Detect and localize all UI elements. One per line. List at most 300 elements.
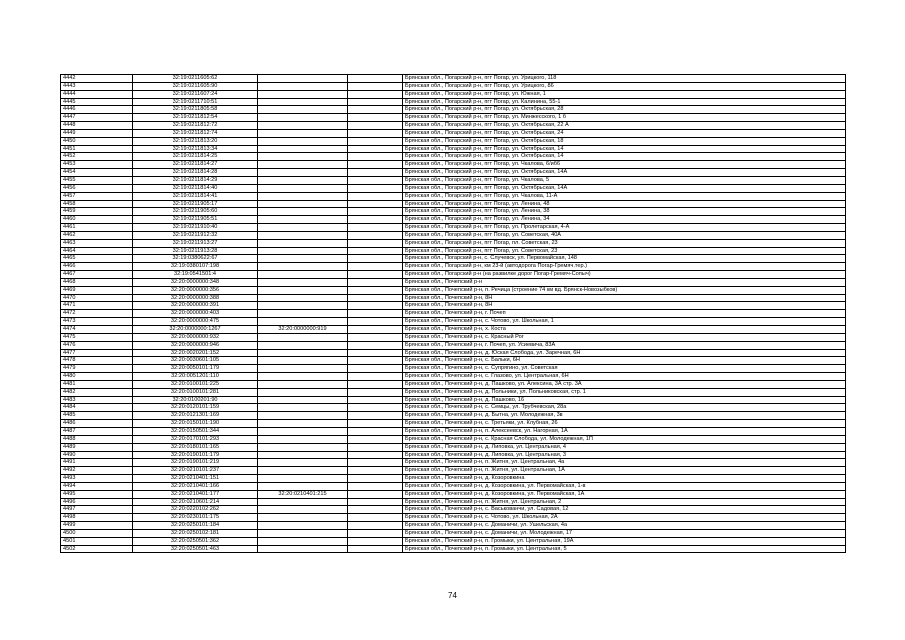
empty-cell: [348, 255, 403, 263]
cadastral-number-cell: 32:19:0211812:72: [133, 122, 258, 130]
linked-cadastral-number-cell: [258, 114, 348, 122]
linked-cadastral-number-cell: [258, 420, 348, 428]
table-row: [61, 545, 846, 553]
empty-cell: [348, 137, 403, 145]
row-number-cell: 4484: [61, 404, 133, 412]
row-number-cell: 4487: [61, 427, 133, 435]
empty-cell: [348, 420, 403, 428]
row-number-cell: 4459: [61, 208, 133, 216]
cadastral-number-cell: 32:19:0211814:28: [133, 169, 258, 177]
empty-cell: [348, 184, 403, 192]
linked-cadastral-number-cell: [258, 443, 348, 451]
row-number-cell: 4475: [61, 333, 133, 341]
empty-cell: [348, 396, 403, 404]
table-row: [61, 529, 846, 537]
linked-cadastral-number-cell: [258, 294, 348, 302]
cadastral-number-cell: 32:20:0220102:262: [133, 506, 258, 514]
empty-cell: [348, 467, 403, 475]
empty-cell: [348, 278, 403, 286]
address-cell: Брянская обл., Погарский р-н, км 23-й (автодорога Погар-Гремяч.тер.): [403, 263, 846, 271]
address-cell: Брянская обл., Почепский р-н, п. Громыки, ул. Центральная, 5: [403, 545, 846, 553]
table-row: [61, 404, 846, 412]
linked-cadastral-number-cell: [258, 129, 348, 137]
address-cell: Брянская обл., Почепский р-н, с. Доманичи, ул. Молодежная, 17: [403, 529, 846, 537]
row-number-cell: 4452: [61, 153, 133, 161]
table-row: [61, 239, 846, 247]
cadastral-number-cell: 32:20:0230101:175: [133, 514, 258, 522]
cadastral-number-cell: 32:19:0211814:25: [133, 153, 258, 161]
address-cell: Брянская обл., Почепский р-н, д. Бытна, ул. Молодежная, 3в: [403, 412, 846, 420]
linked-cadastral-number-cell: [258, 137, 348, 145]
cadastral-number-cell: 32:20:0120101:159: [133, 404, 258, 412]
empty-cell: [348, 271, 403, 279]
cadastral-number-cell: 32:19:0211814:29: [133, 176, 258, 184]
row-number-cell: 4466: [61, 263, 133, 271]
address-cell: Брянская обл., Погарский р-н (на развилке дорог Погар-Гремяч-Сопыч): [403, 271, 846, 279]
cadastral-number-cell: 32:20:0100101:281: [133, 388, 258, 396]
linked-cadastral-number-cell: [258, 514, 348, 522]
empty-cell: [348, 161, 403, 169]
linked-cadastral-number-cell: [258, 224, 348, 232]
register-table: [60, 74, 846, 553]
row-number-cell: 4458: [61, 200, 133, 208]
row-number-cell: 4502: [61, 545, 133, 553]
empty-cell: [348, 506, 403, 514]
address-cell: Брянская обл., Погарский р-н, пгт Погар, ул. Пролетарская, 4-А: [403, 224, 846, 232]
cadastral-number-cell: 32:20:0000000:348: [133, 278, 258, 286]
address-cell: Брянская обл., Почепский р-н, д. Козоровкина, ул. Первомайская, 1-в: [403, 482, 846, 490]
address-cell: Брянская обл., Погарский р-н, пгт Погар, ул. Октябрьская, 24: [403, 129, 846, 137]
empty-cell: [348, 145, 403, 153]
linked-cadastral-number-cell: [258, 388, 348, 396]
linked-cadastral-number-cell: [258, 208, 348, 216]
table-row: [61, 122, 846, 130]
cadastral-number-cell: 32:19:0211910:40: [133, 224, 258, 232]
row-number-cell: 4470: [61, 294, 133, 302]
empty-cell: [348, 318, 403, 326]
address-cell: Брянская обл., Погарский р-н, пгт Погар, ул. Южная, 1: [403, 90, 846, 98]
table-row: [61, 451, 846, 459]
cadastral-number-cell: 32:20:0170101:293: [133, 435, 258, 443]
linked-cadastral-number-cell: [258, 302, 348, 310]
empty-cell: [348, 200, 403, 208]
linked-cadastral-number-cell: 32:20:0000000:919: [258, 326, 348, 334]
address-cell: Брянская обл., Почепский р-н, с. Красная Слобода, ул. Молодежная, 1П: [403, 435, 846, 443]
linked-cadastral-number-cell: [258, 75, 348, 83]
cadastral-number-cell: 32:19:0211605:62: [133, 75, 258, 83]
linked-cadastral-number-cell: [258, 286, 348, 294]
empty-cell: [348, 380, 403, 388]
linked-cadastral-number-cell: [258, 216, 348, 224]
cadastral-number-cell: 32:20:0020201:152: [133, 349, 258, 357]
table-row: [61, 318, 846, 326]
address-cell: Брянская обл., Почепский р-н, п. Житня, ул. Центральная, 1А: [403, 467, 846, 475]
table-row: [61, 294, 846, 302]
empty-cell: [348, 114, 403, 122]
linked-cadastral-number-cell: [258, 357, 348, 365]
empty-cell: [348, 537, 403, 545]
page-number: 74: [448, 591, 457, 600]
table-row: [61, 310, 846, 318]
address-cell: Брянская обл., Погарский р-н, пгт Погар, ул. Октябрьская, 14А: [403, 169, 846, 177]
row-number-cell: 4451: [61, 145, 133, 153]
row-number-cell: 4448: [61, 122, 133, 130]
table-row: [61, 90, 846, 98]
row-number-cell: 4472: [61, 310, 133, 318]
linked-cadastral-number-cell: [258, 90, 348, 98]
address-cell: Брянская обл., Почепский р-н, г. Почеп: [403, 310, 846, 318]
empty-cell: [348, 498, 403, 506]
cadastral-number-cell: 32:20:0210401:151: [133, 475, 258, 483]
empty-cell: [348, 490, 403, 498]
address-cell: Брянская обл., Погарский р-н, пгт Погар, ул. Ленина, 48: [403, 200, 846, 208]
row-number-cell: 4465: [61, 255, 133, 263]
row-number-cell: 4446: [61, 106, 133, 114]
address-cell: Брянская обл., Погарский р-н, пгт Погар, ул. Минжесского, 1 б: [403, 114, 846, 122]
empty-cell: [348, 333, 403, 341]
empty-cell: [348, 294, 403, 302]
row-number-cell: 4492: [61, 467, 133, 475]
table-row: [61, 373, 846, 381]
cadastral-number-cell: 32:20:0250101:184: [133, 522, 258, 530]
row-number-cell: 4489: [61, 443, 133, 451]
row-number-cell: 4482: [61, 388, 133, 396]
address-cell: Брянская обл., Погарский р-н, с. Случевск, ул. Первомайская, 148: [403, 255, 846, 263]
empty-cell: [348, 404, 403, 412]
row-number-cell: 4491: [61, 459, 133, 467]
table-row: [61, 271, 846, 279]
row-number-cell: 4457: [61, 192, 133, 200]
address-cell: Брянская обл., Почепский р-н, д. Пашково, 16: [403, 396, 846, 404]
row-number-cell: 4493: [61, 475, 133, 483]
row-number-cell: 4460: [61, 216, 133, 224]
table-row: [61, 490, 846, 498]
row-number-cell: 4444: [61, 90, 133, 98]
address-cell: Брянская обл., Погарский р-н, пгт Погар, ул. Чкалова, 6/иб6: [403, 161, 846, 169]
row-number-cell: 4486: [61, 420, 133, 428]
address-cell: Брянская обл., Погарский р-н, пгт Погар, ул. Ленина, 34: [403, 216, 846, 224]
linked-cadastral-number-cell: [258, 239, 348, 247]
row-number-cell: 4461: [61, 224, 133, 232]
linked-cadastral-number-cell: [258, 427, 348, 435]
cadastral-number-cell: 32:20:0250501:362: [133, 537, 258, 545]
table-row: [61, 263, 846, 271]
address-cell: Брянская обл., Почепский р-н, с. Васькованчи, ул. Садовая, 12: [403, 506, 846, 514]
cadastral-number-cell: 32:19:0211605:90: [133, 82, 258, 90]
empty-cell: [348, 247, 403, 255]
empty-cell: [348, 239, 403, 247]
linked-cadastral-number-cell: [258, 333, 348, 341]
linked-cadastral-number-cell: [258, 192, 348, 200]
row-number-cell: 4454: [61, 169, 133, 177]
table-row: [61, 286, 846, 294]
linked-cadastral-number-cell: [258, 380, 348, 388]
cadastral-number-cell: 32:19:0211812:54: [133, 114, 258, 122]
row-number-cell: 4450: [61, 137, 133, 145]
linked-cadastral-number-cell: [258, 404, 348, 412]
linked-cadastral-number-cell: 32:20:0210401:215: [258, 490, 348, 498]
empty-cell: [348, 412, 403, 420]
empty-cell: [348, 106, 403, 114]
linked-cadastral-number-cell: [258, 169, 348, 177]
table-row: [61, 333, 846, 341]
linked-cadastral-number-cell: [258, 467, 348, 475]
cadastral-number-cell: 32:20:0150101:190: [133, 420, 258, 428]
address-cell: Брянская обл., Погарский р-н, пгт Погар, ул. Октябрьская, 22 А: [403, 122, 846, 130]
linked-cadastral-number-cell: [258, 310, 348, 318]
linked-cadastral-number-cell: [258, 122, 348, 130]
address-cell: Брянская обл., Почепский р-н, с. Семцы, ул. Трубчевская, 28а: [403, 404, 846, 412]
empty-cell: [348, 326, 403, 334]
cadastral-number-cell: 32:20:0100201:90: [133, 396, 258, 404]
linked-cadastral-number-cell: [258, 247, 348, 255]
row-number-cell: 4464: [61, 247, 133, 255]
address-cell: Брянская обл., Погарский р-н, пгт Погар, ул. Октябрьская, 28: [403, 106, 846, 114]
table-row: [61, 224, 846, 232]
row-number-cell: 4499: [61, 522, 133, 530]
cadastral-number-cell: 32:20:0000000:388: [133, 294, 258, 302]
row-number-cell: 4467: [61, 271, 133, 279]
table-row: [61, 129, 846, 137]
address-cell: Брянская обл., Почепский р-н, д. Польники, ул. Польниковская, стр. 1: [403, 388, 846, 396]
cadastral-number-cell: 32:20:0000000:391: [133, 302, 258, 310]
linked-cadastral-number-cell: [258, 349, 348, 357]
table-row: [61, 427, 846, 435]
empty-cell: [348, 82, 403, 90]
cadastral-number-cell: 32:19:0211905:60: [133, 208, 258, 216]
empty-cell: [348, 224, 403, 232]
cadastral-number-cell: 32:19:0211814:40: [133, 184, 258, 192]
table-row: [61, 75, 846, 83]
address-cell: Брянская обл., Погарский р-н, пгт Погар, ул. Советская, 23: [403, 247, 846, 255]
table-row: [61, 396, 846, 404]
linked-cadastral-number-cell: [258, 106, 348, 114]
cadastral-number-cell: 32:19:0211710:51: [133, 98, 258, 106]
cadastral-number-cell: 32:19:0211912:32: [133, 231, 258, 239]
row-number-cell: 4468: [61, 278, 133, 286]
table-row: [61, 412, 846, 420]
table-row: [61, 231, 846, 239]
row-number-cell: 4469: [61, 286, 133, 294]
table-row: [61, 200, 846, 208]
address-cell: Брянская обл., Почепский р-н: [403, 278, 846, 286]
cadastral-number-cell: 32:19:0211814:41: [133, 192, 258, 200]
table-row: [61, 467, 846, 475]
empty-cell: [348, 302, 403, 310]
address-cell: Брянская обл., Погарский р-н, пгт Погар, ул. Октябрьская, 18: [403, 137, 846, 145]
row-number-cell: 4443: [61, 82, 133, 90]
empty-cell: [348, 522, 403, 530]
linked-cadastral-number-cell: [258, 365, 348, 373]
row-number-cell: 4497: [61, 506, 133, 514]
register-table-body: [61, 75, 846, 553]
row-number-cell: 4456: [61, 184, 133, 192]
linked-cadastral-number-cell: [258, 271, 348, 279]
table-row: [61, 443, 846, 451]
address-cell: Брянская обл., Погарский р-н, пгт Погар, ул. Урицкого, 118: [403, 75, 846, 83]
address-cell: Брянская обл., Почепский р-н, д. Липовка, ул. Центральная, 4: [403, 443, 846, 451]
empty-cell: [348, 443, 403, 451]
cadastral-number-cell: 32:20:0000000:946: [133, 341, 258, 349]
cadastral-number-cell: 32:19:0380622:67: [133, 255, 258, 263]
cadastral-number-cell: 32:20:0210101:237: [133, 467, 258, 475]
cadastral-number-cell: 32:20:0000000:475: [133, 318, 258, 326]
linked-cadastral-number-cell: [258, 278, 348, 286]
empty-cell: [348, 475, 403, 483]
linked-cadastral-number-cell: [258, 545, 348, 553]
address-cell: Брянская обл., Почепский р-н, с. Глазово, ул. Центральная, 6Н: [403, 373, 846, 381]
address-cell: Брянская обл., Почепский р-н, д. Липовка, ул. Центральная, 3: [403, 451, 846, 459]
row-number-cell: 4463: [61, 239, 133, 247]
cadastral-number-cell: 32:19:0541501:4: [133, 271, 258, 279]
linked-cadastral-number-cell: [258, 176, 348, 184]
table-row: [61, 161, 846, 169]
row-number-cell: 4494: [61, 482, 133, 490]
linked-cadastral-number-cell: [258, 482, 348, 490]
row-number-cell: 4498: [61, 514, 133, 522]
table-row: [61, 380, 846, 388]
row-number-cell: 4447: [61, 114, 133, 122]
empty-cell: [348, 459, 403, 467]
empty-cell: [348, 482, 403, 490]
table-row: [61, 365, 846, 373]
empty-cell: [348, 176, 403, 184]
empty-cell: [348, 263, 403, 271]
address-cell: Брянская обл., Почепский р-н, п. Речица (строение 74 км вд. Брянск-Новозыбков): [403, 286, 846, 294]
row-number-cell: 4462: [61, 231, 133, 239]
row-number-cell: 4449: [61, 129, 133, 137]
empty-cell: [348, 435, 403, 443]
table-row: [61, 475, 846, 483]
address-cell: Брянская обл., Почепский р-н, с. Красный Рог: [403, 333, 846, 341]
cadastral-number-cell: 32:19:0211913:27: [133, 239, 258, 247]
table-row: [61, 349, 846, 357]
empty-cell: [348, 286, 403, 294]
address-cell: Брянская обл., Почепский р-н, х. Коста: [403, 326, 846, 334]
row-number-cell: 4496: [61, 498, 133, 506]
empty-cell: [348, 75, 403, 83]
address-cell: Брянская обл., Почепский р-н, д. Козоровкина: [403, 475, 846, 483]
table-row: [61, 459, 846, 467]
cadastral-number-cell: 32:20:0250501:463: [133, 545, 258, 553]
row-number-cell: 4483: [61, 396, 133, 404]
empty-cell: [348, 216, 403, 224]
linked-cadastral-number-cell: [258, 435, 348, 443]
linked-cadastral-number-cell: [258, 537, 348, 545]
row-number-cell: 4485: [61, 412, 133, 420]
table-row: [61, 247, 846, 255]
linked-cadastral-number-cell: [258, 184, 348, 192]
linked-cadastral-number-cell: [258, 341, 348, 349]
empty-cell: [348, 365, 403, 373]
table-row: [61, 176, 846, 184]
empty-cell: [348, 153, 403, 161]
address-cell: Брянская обл., Почепский р-н, с. Доманичи, ул. Ушельская, 4а: [403, 522, 846, 530]
linked-cadastral-number-cell: [258, 153, 348, 161]
row-number-cell: 4479: [61, 365, 133, 373]
table-row: [61, 388, 846, 396]
empty-cell: [348, 192, 403, 200]
linked-cadastral-number-cell: [258, 145, 348, 153]
address-cell: Брянская обл., Почепский р-н, 8Н: [403, 302, 846, 310]
cadastral-number-cell: 32:20:0000000:403: [133, 310, 258, 318]
row-number-cell: 4477: [61, 349, 133, 357]
cadastral-number-cell: 32:20:0210601:214: [133, 498, 258, 506]
empty-cell: [348, 357, 403, 365]
cadastral-number-cell: 32:20:0000000:932: [133, 333, 258, 341]
address-cell: Брянская обл., Почепский р-н, п. Громыки, ул. Центральная, 19А: [403, 537, 846, 545]
table-row: [61, 498, 846, 506]
empty-cell: [348, 427, 403, 435]
row-number-cell: 4488: [61, 435, 133, 443]
row-number-cell: 4471: [61, 302, 133, 310]
address-cell: Брянская обл., Почепский р-н, с. Третьяки, ул. Клубная, 26: [403, 420, 846, 428]
cadastral-number-cell: 32:19:0211905:17: [133, 200, 258, 208]
linked-cadastral-number-cell: [258, 200, 348, 208]
cadastral-number-cell: 32:19:0211905:51: [133, 216, 258, 224]
row-number-cell: 4473: [61, 318, 133, 326]
cadastral-number-cell: 32:20:0030601:105: [133, 357, 258, 365]
table-row: [61, 514, 846, 522]
linked-cadastral-number-cell: [258, 498, 348, 506]
row-number-cell: 4495: [61, 490, 133, 498]
empty-cell: [348, 349, 403, 357]
linked-cadastral-number-cell: [258, 506, 348, 514]
table-row: [61, 106, 846, 114]
row-number-cell: 4478: [61, 357, 133, 365]
address-cell: Брянская обл., Погарский р-н, пгт Погар, ул. Чкалова, 11-А: [403, 192, 846, 200]
empty-cell: [348, 529, 403, 537]
table-row: [61, 522, 846, 530]
address-cell: Брянская обл., Погарский р-н, пгт Погар, ул. Калинина, 55-1: [403, 98, 846, 106]
address-cell: Брянская обл., Почепский р-н, д. Пашково, ул. Алексина, 3А стр. 3А: [403, 380, 846, 388]
address-cell: Брянская обл., Почепский р-н, п. Житня, ул. Центральная, 2: [403, 498, 846, 506]
table-row: [61, 326, 846, 334]
address-cell: Брянская обл., Почепский р-н, д. Юская Слобода, ул. Заречная, 6Н: [403, 349, 846, 357]
linked-cadastral-number-cell: [258, 522, 348, 530]
table-row: [61, 341, 846, 349]
cadastral-number-cell: 32:20:0150501:344: [133, 427, 258, 435]
address-cell: Брянская обл., Погарский р-н, пгт Погар, ул. Урицкого, 86: [403, 82, 846, 90]
row-number-cell: 4481: [61, 380, 133, 388]
row-number-cell: 4500: [61, 529, 133, 537]
row-number-cell: 4480: [61, 373, 133, 381]
table-row: [61, 482, 846, 490]
table-row: [61, 169, 846, 177]
cadastral-number-cell: 32:20:0180101:165: [133, 443, 258, 451]
table-row: [61, 506, 846, 514]
table-row: [61, 82, 846, 90]
cadastral-number-cell: 32:20:0190101:179: [133, 451, 258, 459]
cadastral-number-cell: 32:20:0000000:356: [133, 286, 258, 294]
table-row: [61, 98, 846, 106]
table-row: [61, 208, 846, 216]
address-cell: Брянская обл., Погарский р-н, пгт Погар, ул. Октябрьская, 14А: [403, 184, 846, 192]
address-cell: Брянская обл., Погарский р-н, пгт Погар, ул. Чкалова, 5: [403, 176, 846, 184]
empty-cell: [348, 129, 403, 137]
address-cell: Брянская обл., Почепский р-н, с. Супрягино, ул. Советская: [403, 365, 846, 373]
empty-cell: [348, 98, 403, 106]
cadastral-number-cell: 32:19:0211813:34: [133, 145, 258, 153]
cadastral-number-cell: 32:20:0100101:225: [133, 380, 258, 388]
empty-cell: [348, 231, 403, 239]
address-cell: Брянская обл., Почепский р-н, с. Чотово, ул. Школьная, 1: [403, 318, 846, 326]
row-number-cell: 4474: [61, 326, 133, 334]
table-row: [61, 184, 846, 192]
empty-cell: [348, 451, 403, 459]
linked-cadastral-number-cell: [258, 412, 348, 420]
linked-cadastral-number-cell: [258, 529, 348, 537]
